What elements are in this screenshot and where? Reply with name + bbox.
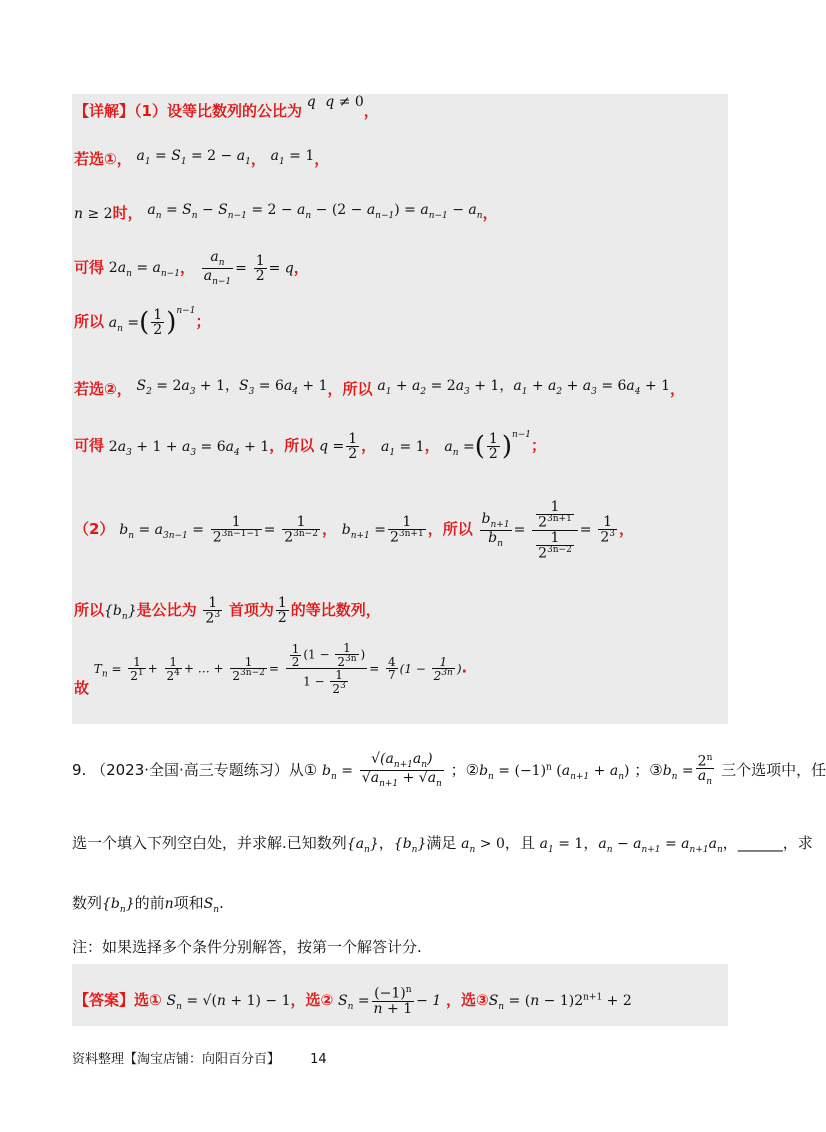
answer-line: 【答案】选① $S_n = √(n + 1) - 1$，选② $S_n$ = $\frac{(-1)^n}{n + 1}$ − 1 ，选$③S_n = (n - 1)2^{n+1} + 2$ <box>74 985 632 1017</box>
solution-line-5: 所以 $a_n$ =( $\frac{1}{2}$ )$^{n-1}$； <box>74 305 211 338</box>
question-line-3: 数列$\{b_n\}$的前n项和$S_n$. <box>72 894 224 915</box>
solution-line-6: 若选②， $S_2 = 2a_3 + 1$，$S_3 = 6a_4 + 1$，所以 $a_1 + a_2 = 2a_3 + 1$，$a_1 + a_2 + a_3 = 6a_4 + 1$， <box>74 378 686 398</box>
question-number: 9. <box>72 760 87 779</box>
solution-line-1: 【详解】（1）设等比数列的公比为 q q ≠ 0， <box>74 94 379 120</box>
question-note: 注：如果选择多个条件分别解答，按第一个解答计分. <box>72 938 422 956</box>
solution-line-10: 故 $T_n$ = $\frac{1}{2^1}$ + $\frac{1}{2^4}$ + … + $\frac{1}{2^{3n-2}}$ = $\frac{1}{2}$ (1 − $\frac{1}{2^{3n}}$ ) 1 − $\frac{1}{2^3}$ = $\frac{4}{7}$ (1 − $\frac{1}{2^{3n}}$ ). <box>74 641 468 697</box>
question-line-1: 9. （2023·全国·高三专题练习）从① $b_n$ = $\frac{√(a_{n+1}a_n)}{√a_{n+1} + √a_n}$ ；$②b_n = (-1)^n$ $(a_{n+1} + a_n)$ ；$③b_n$ = $\frac{2^n}{a_n}$ 三个选项中，任 <box>72 751 826 789</box>
solution-line-9: 所以$\{b_n\}$是公比为 $\frac{1}{2^3}$ 首项为 $\frac{1}{2}$ 的等比数列， <box>74 595 381 627</box>
footer-text: 资料整理【淘宝店铺：向阳百分百】 <box>72 1052 281 1067</box>
question-line-2: 选一个填入下列空白处，并求解.已知数列$\{a_n\}$，$\{b_n\}$满足 $a_n > 0$，且 $a_1 = 1$，$a_n - a_{n+1} = a_{n+1}a_n$，______，求 <box>72 834 813 855</box>
detail-tag: 【详解】 <box>74 102 135 120</box>
solution-line-8: （2） $b_n = a_{3n-1}$ = $\frac{1}{2^{3n-1-1}}$ = $\frac{1}{2^{3n-2}}$ ， $b_{n+1}$ = $\frac{1}{2^{3n+1}}$ ，所以 $\frac{b_{n+1}}{b_n}$ = $\frac{\frac{1}{2^{3n+1}}}{\frac{1}{2^{3n-2}}}$ = $\frac{1}{2^3}$ ， <box>74 499 634 562</box>
solution-line-7: 可得 $2a_3 + 1 + a_3 = 6a_4 + 1$，所以 q = $\frac{1}{2}$ ， $a_1 = 1$， $a_n$ =( $\frac{1}{2}$ )$^{n-1}$； <box>74 429 547 462</box>
answer-tag: 【答案】 <box>74 990 135 1009</box>
page-number: 14 <box>310 1052 327 1067</box>
solution-line-2: 若选①， $a_1 = S_1 = 2 - a_1$， $a_1 = 1$， <box>74 148 330 168</box>
solution-line-4: 可得 $2a_n = a_{n-1}$， $\frac{a_n}{a_{n-1}}$ = $\frac{1}{2}$ = q， <box>74 249 309 287</box>
solution-box <box>72 94 728 724</box>
footer <box>72 1048 327 1067</box>
solution-line-3: n ≥ 2时， $a_n = S_n - S_{n-1} = 2 - a_n - (2 - a_{n-1}) = a_{n-1} - a_n$， <box>74 202 498 222</box>
